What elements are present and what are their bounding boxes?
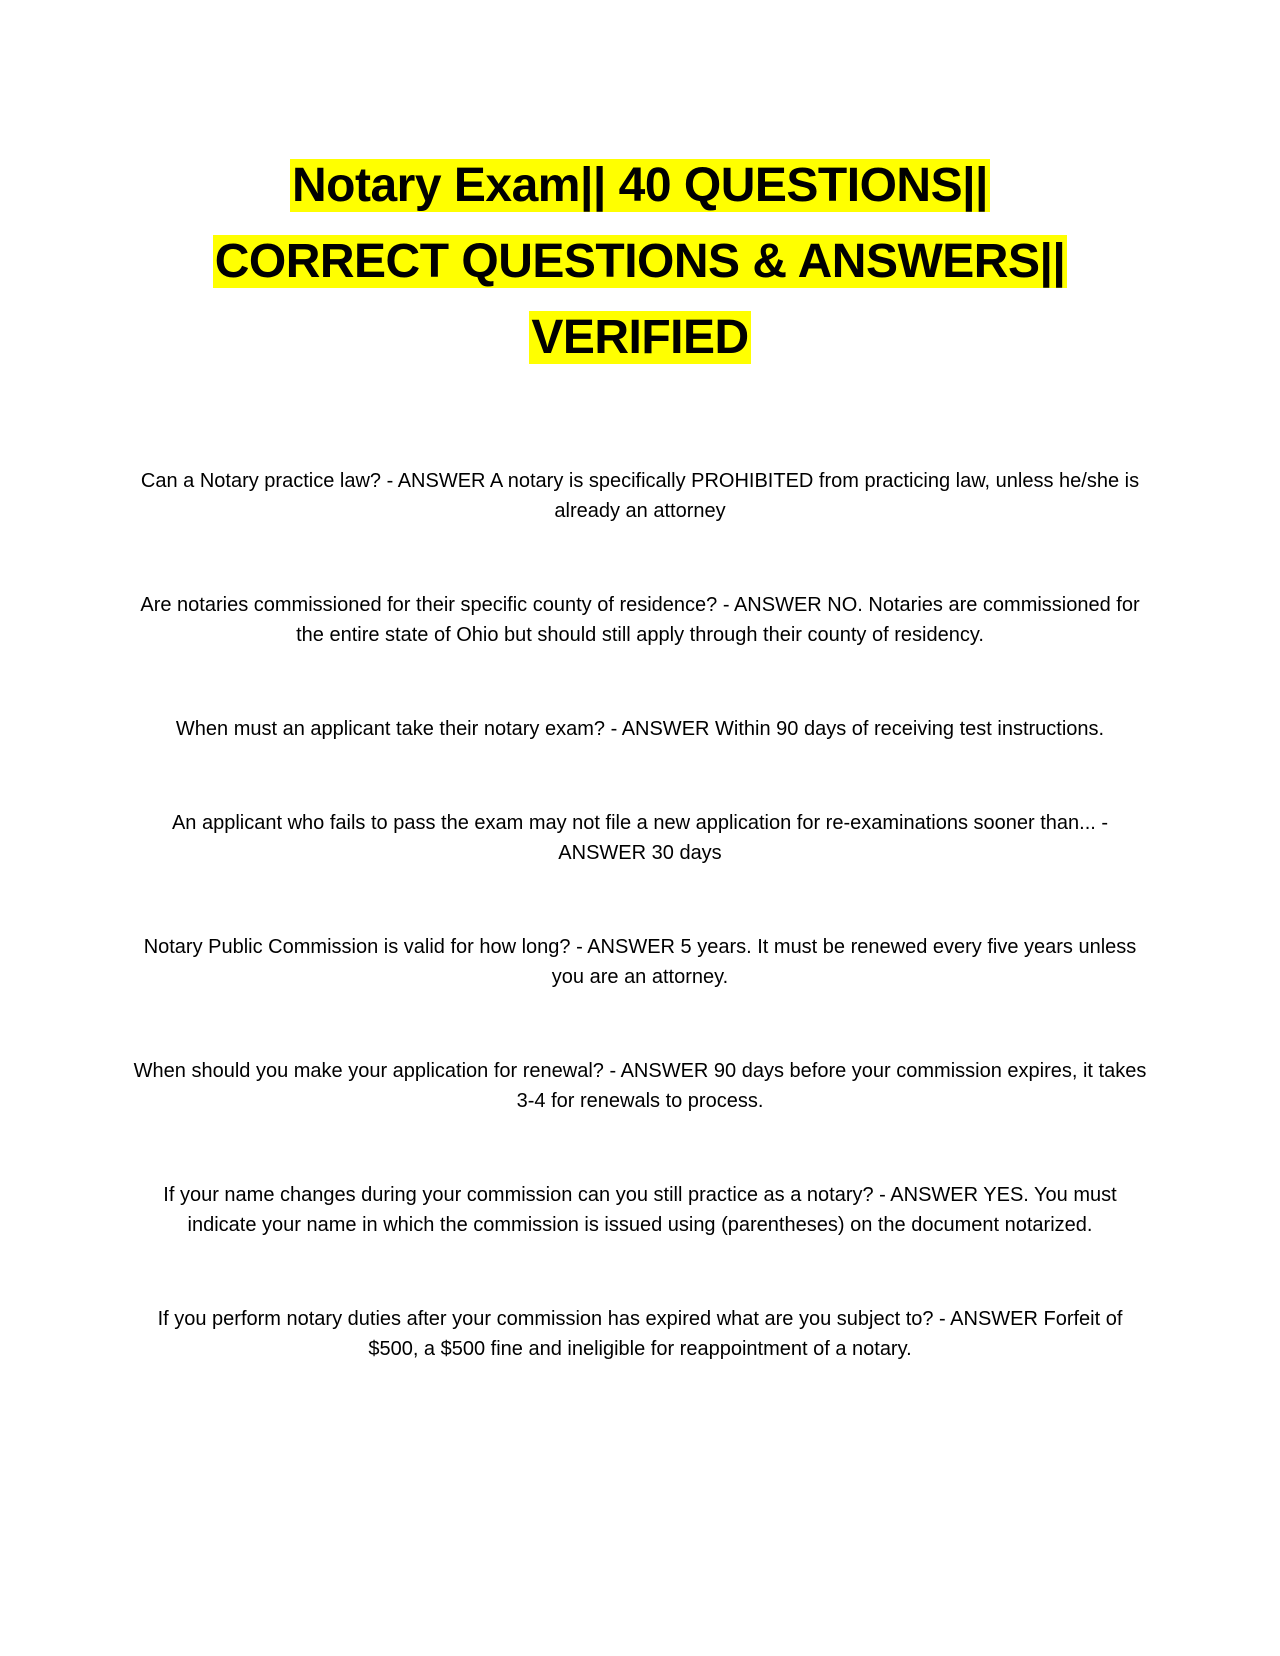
title-line-2: CORRECT QUESTIONS & ANSWERS|| <box>214 235 1066 288</box>
qa-item-1: Can a Notary practice law? - ANSWER A notary is specifically PROHIBITED from practicing law, unless he/she is already an attorney <box>140 470 1140 522</box>
title-line-1: Notary Exam|| 40 QUESTIONS|| <box>292 159 988 212</box>
document-title <box>140 148 1140 376</box>
qa-item-6: When should you make your application for renewal? - ANSWER 90 days before your commission expires, it takes 3-4 for renewals to process. <box>133 1060 1147 1112</box>
qa-item-8: If you perform notary duties after your commission has expired what are you subject to? - ANSWER Forfeit of $500, a $500 fine and ineligible for reappointment of a notary. <box>157 1308 1123 1360</box>
qa-item-4: An applicant who fails to pass the exam may not file a new application for re-examinations sooner than... - ANSWER 30 days <box>171 812 1109 864</box>
qa-item-7: If your name changes during your commission can you still practice as a notary? - ANSWER YES. You must indicate your name in which the commission is issued using (parentheses) on the document notarized. <box>163 1184 1117 1236</box>
qa-item-2: Are notaries commissioned for their specific county of residence? - ANSWER NO. Notaries are commissioned for the entire state of Ohio but should still apply through their county of residency. <box>140 594 1140 646</box>
qa-item-5: Notary Public Commission is valid for how long? - ANSWER 5 years. It must be renewed every five years unless you are an attorney. <box>143 936 1137 988</box>
title-line-3: VERIFIED <box>531 311 749 364</box>
qa-item-3: When must an applicant take their notary exam? - ANSWER Within 90 days of receiving test instructions. <box>175 718 1105 740</box>
